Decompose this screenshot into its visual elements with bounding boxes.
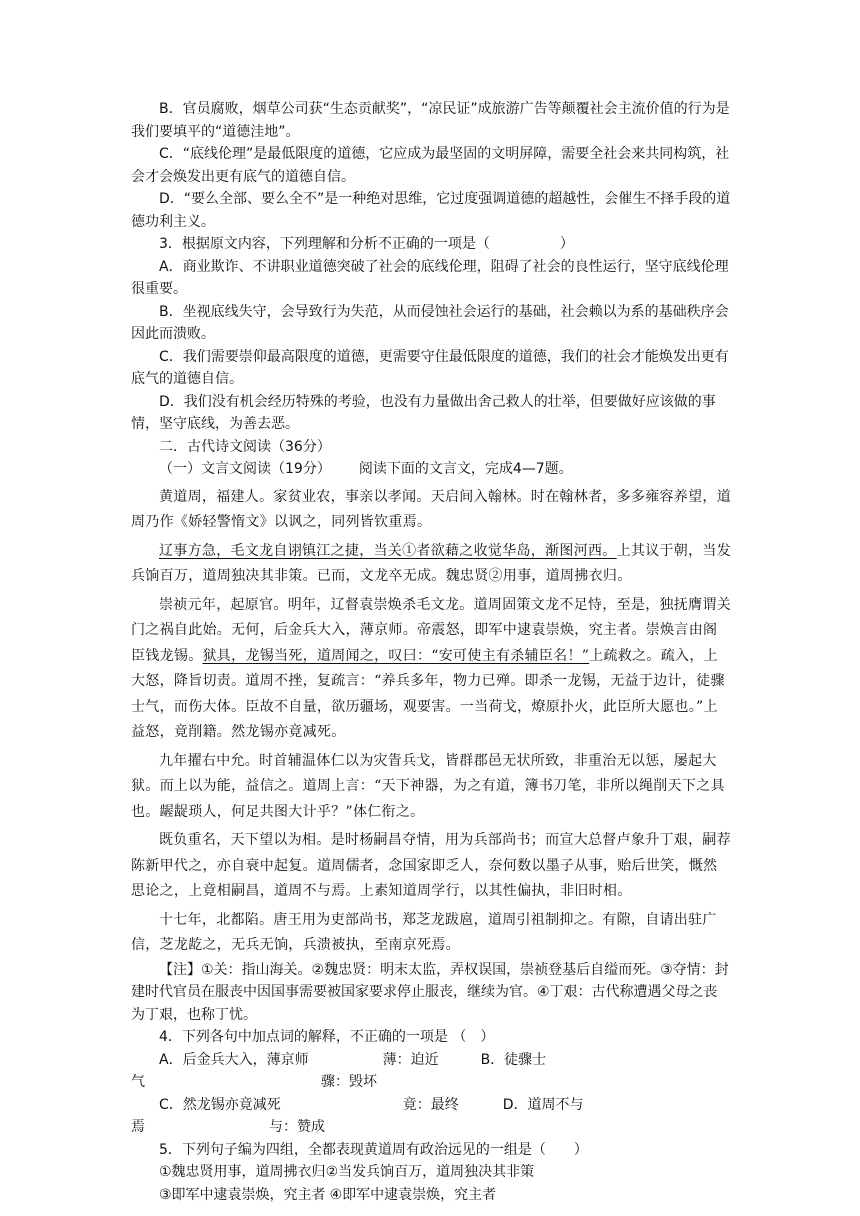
classical-paragraph: 崇祯元年，起原官。明年，辽督袁崇焕杀毛文龙。道周固策文龙不足恃，至是，独抚膺谓关门之祸自此始。无何，后金兵大入，薄京师。帝震怒，即军中逮袁崇焕，究主者。崇焕言由阁臣钱龙锡。狱具，龙锡当死，道周闻之，叹曰：“安可使主有杀辅臣名！”上疏救之。疏入，上大怒，降旨切责。道周不挫，复疏言：“养兵多年，物力已殚。即杀一龙锡，无益于边计，徒骤士气，而伤大体。臣故不自量，欲历疆场，观要害。一当荷戈，燎原扑火，此臣所大愿也。”上益怒，竟削籍。然龙锡亦竟减死。 <box>131 596 731 740</box>
classical-paragraph: 九年擢右中允。时首辅温体仁以为灾眚兵戈，皆群郡邑无状所致，非重治无以惩，屡起大狱。而上以为能，益信之。道周上言：“天下神器，为之有道，簿书刀笔，非所以绳削天下之具也。龌龊琐人，何足共图大计乎？”体仁衔之。 <box>131 752 725 820</box>
q4-options-row2: 气 骤：毁坏 <box>131 1074 377 1090</box>
q2-option-c: C．“底线伦理”是最低限度的道德，它应成为最坚固的文明屏障，需要全社会来共同构筑，社会才会焕发出更有底气的道德自信。 <box>131 146 730 185</box>
section-heading: 二．古代诗文阅读（36分） <box>159 438 331 455</box>
q5-options-line2: ③即军中逮袁崇焕，究主者 ④即军中逮袁崇焕，究主者 <box>159 1186 497 1203</box>
q3-option-c: C．我们需要崇仰最高限度的道德，更需要守住最低限度的道德，我们的社会才能焕发出更有底气的道德自信。 <box>131 348 729 387</box>
q3-option-a: A．商业欺诈、不讲职业道德突破了社会的底线伦理，阻碍了社会的良性运行，坚守底线伦理很重要。 <box>131 258 729 297</box>
q4-options-row1: A．后金兵大入，薄京师 薄：迫近 B．徒骤士 <box>159 1051 547 1068</box>
q2-option-d: D．“要么全部、要么全不”是一种绝对思维，它过度强调道德的超越性，会催生不择手段的道德功利主义。 <box>131 191 731 230</box>
underlined-sentence: 狱具，龙锡当死，道周闻之，叹曰：“安可使主有杀辅臣名！” <box>202 647 590 664</box>
q4-stem: 4．下列各句中加点词的解释，不正确的一项是 （ ） <box>159 1029 495 1045</box>
q3-option-d: D．我们没有机会经历特殊的考验，也没有力量做出舍己救人的壮举，但要做好应该做的事情，坚守底线，为善去恶。 <box>131 393 716 432</box>
q5-stem: 5．下列句子编为四组，全都表现黄道周有政治远见的一组是（ ） <box>159 1141 588 1158</box>
q2-option-b: B．官员腐败，烟草公司获“生态贡献奖”，“凉民证”成旅游广告等颠覆社会主流价值的行为是我们要填平的“道德洼地”。 <box>131 101 730 140</box>
q3-option-b: B．坐视底线失守，会导致行为失范，从而侵蚀社会运行的基础，社会赖以为系的基础秩序会因此而溃败。 <box>131 303 729 342</box>
underlined-sentence: 辽事方急，毛文龙自诩镇江之捷，当关①者欲藉之收觉华岛，渐图河西。 <box>159 542 617 559</box>
q5-options-line1: ①魏忠贤用事，道周拂衣归②当发兵饷百万，道周独决其非策 <box>159 1164 535 1180</box>
classical-paragraph: 既负重名，天下望以为相。是时杨嗣昌夺情，用为兵部尚书；而宣大总督卢象升丁艰，嗣荐陈新甲代之，亦自衰中起复。道周儒者，念国家即乏人，奈何数以墨子从事，贻后世笑，慨然思论之，上竟相嗣昌，道周不与焉。上素知道周学行，以其性偏执，非旧时相。 <box>131 832 731 899</box>
classical-paragraph: 辽事方急，毛文龙自诩镇江之捷，当关①者欲藉之收觉华岛，渐图河西。上其议于朝，当发兵饷百万，道周独决其非策。已而，文龙卒无成。魏忠贤②用事，道周拂衣归。 <box>131 542 732 584</box>
classical-paragraph: 十七年，北都陷。唐王用为吏部尚书，郑芝龙跋扈，道周引祖制抑之。有隙，自请出驻广信，芝龙龁之，无兵无饷，兵溃被执，至南京死焉。 <box>131 911 717 953</box>
q3-stem: 3．根据原文内容，下列理解和分析不正确的一项是（ ） <box>159 236 574 252</box>
annotation-note: 【注】①关：指山海关。②魏忠贤：明末太监，弄权误国，崇祯登基后自缢而死。③夺情：封建时代官员在服丧中因国事需要被国家要求停止服丧，继续为官。④丁艰：古代称遭遇父母之丧为丁艰，也称丁忧。 <box>131 961 729 1023</box>
q4-options-row4: 焉 与：赞成 <box>131 1119 325 1135</box>
subsection-heading: （一）文言文阅读（19分） 阅读下面的文言文，完成4—7题。 <box>159 461 573 477</box>
classical-paragraph: 黄道周，福建人。家贫业农，事亲以孝闻。天启间入翰林。时在翰林者，多多雍容养望，道周乃作《娇轻警惰文》以讽之，同列皆钦重焉。 <box>131 488 731 530</box>
classical-text <box>131 485 731 959</box>
q4-options-row3: C．然龙锡亦竟减死 竟：最终 D．道周不与 <box>159 1096 584 1113</box>
text-column <box>131 98 731 1206</box>
